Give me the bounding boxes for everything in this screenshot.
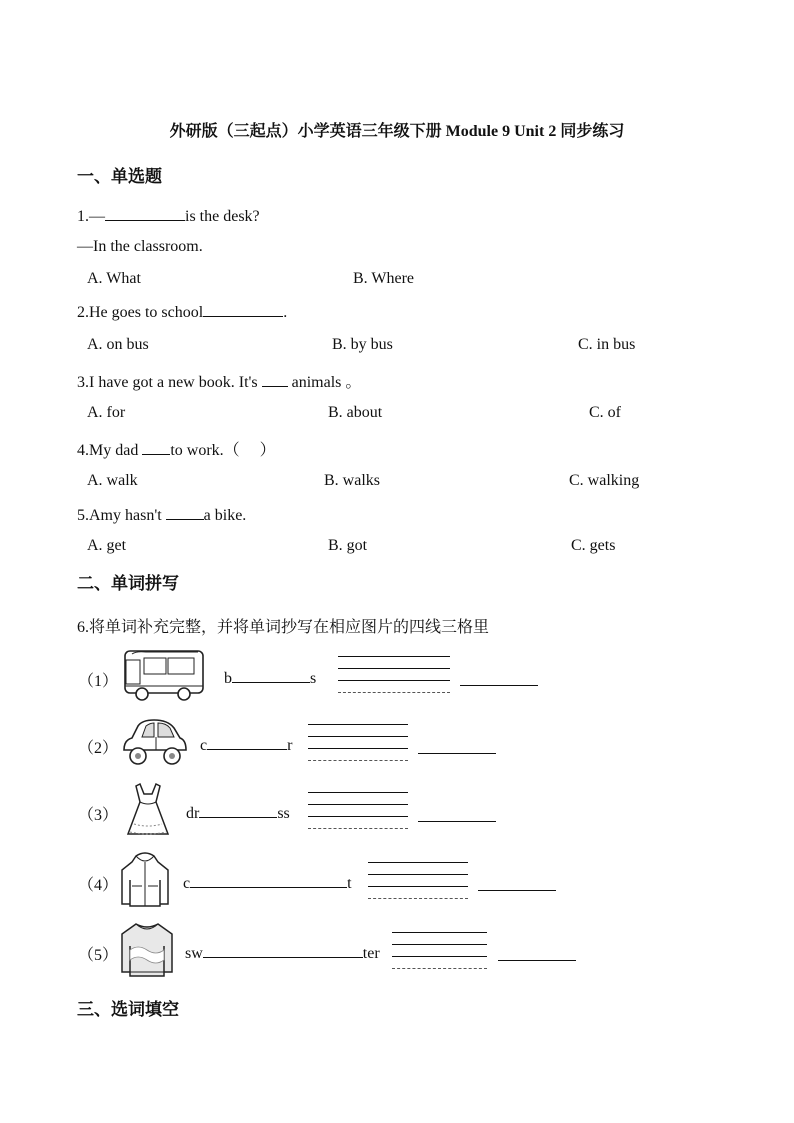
q5-suffix: a bike. <box>203 507 247 524</box>
q3-prefix: 3.I have got a new book. It's <box>77 374 262 391</box>
q3-option-b[interactable]: B. about <box>328 404 383 421</box>
item-3-blank[interactable] <box>199 803 277 818</box>
spelling-item-5-number: （5） <box>78 947 119 964</box>
q5-option-a[interactable]: A. get <box>87 537 127 554</box>
item-1-answer-line[interactable] <box>460 685 538 686</box>
q2-prefix: 2.He goes to school <box>77 304 204 321</box>
item-3-end: ss <box>277 805 290 822</box>
question-5 <box>77 505 246 525</box>
question-3 <box>77 369 361 392</box>
coat-icon <box>118 850 172 910</box>
spelling-item-5-word <box>185 943 380 963</box>
q5-blank[interactable] <box>166 505 204 520</box>
item-4-four-lines[interactable] <box>368 862 468 900</box>
question-2 <box>77 302 287 322</box>
q1-option-b[interactable]: B. Where <box>353 270 415 287</box>
section-heading-2: 二、单词拼写 <box>77 574 179 593</box>
item-1-end: s <box>310 670 317 687</box>
item-2-blank[interactable] <box>207 735 287 750</box>
q3-blank[interactable] <box>262 372 288 387</box>
spelling-item-3-word <box>186 803 290 823</box>
item-2-end: r <box>287 737 293 754</box>
spelling-item-1-word <box>224 668 316 688</box>
q3-option-c[interactable]: C. of <box>589 404 621 421</box>
spelling-item-2-word <box>200 735 292 755</box>
spelling-instruction: 6.将单词补充完整，并将单词抄写在相应图片的四线三格里 <box>77 619 490 636</box>
q1-blank[interactable] <box>105 206 185 221</box>
q2-suffix: . <box>283 304 288 321</box>
item-2-four-lines[interactable] <box>308 724 408 762</box>
dress-icon <box>120 780 176 840</box>
q4-suffix: to work.（ ） <box>170 442 276 459</box>
spelling-item-4-word <box>183 873 352 893</box>
item-4-answer-line[interactable] <box>478 890 556 891</box>
spelling-item-2-number: （2） <box>78 740 119 757</box>
spelling-item-3-number: （3） <box>78 807 119 824</box>
section-heading-3: 三、选词填空 <box>77 1000 179 1019</box>
item-1-blank[interactable] <box>232 668 310 683</box>
q4-option-c[interactable]: C. walking <box>569 472 640 489</box>
item-1-start: b <box>224 670 232 687</box>
car-icon <box>120 716 190 768</box>
question-1 <box>77 206 260 226</box>
q1-option-a[interactable]: A. What <box>87 270 141 287</box>
q2-blank[interactable] <box>203 302 283 317</box>
q3-option-a[interactable]: A. for <box>87 404 126 421</box>
item-3-answer-line[interactable] <box>418 821 496 822</box>
q4-blank[interactable] <box>142 440 170 455</box>
item-5-blank[interactable] <box>203 943 363 958</box>
question-4 <box>77 437 276 460</box>
page-title: 外研版（三起点）小学英语三年级下册 Module 9 Unit 2 同步练习 <box>169 123 625 140</box>
item-4-start: c <box>183 875 191 892</box>
q2-option-c[interactable]: C. in bus <box>578 336 636 353</box>
item-3-four-lines[interactable] <box>308 792 408 830</box>
item-1-four-lines[interactable] <box>338 656 450 694</box>
item-2-start: c <box>200 737 208 754</box>
item-5-start: sw <box>185 945 203 962</box>
q4-option-a[interactable]: A. walk <box>87 472 138 489</box>
spelling-item-4-number: （4） <box>78 877 119 894</box>
item-4-blank[interactable] <box>190 873 347 888</box>
q3-suffix: animals 。 <box>287 374 362 391</box>
q5-option-c[interactable]: C. gets <box>571 537 616 554</box>
q2-option-b[interactable]: B. by bus <box>332 336 393 353</box>
q2-option-a[interactable]: A. on bus <box>87 336 149 353</box>
q5-option-b[interactable]: B. got <box>328 537 368 554</box>
item-4-end: t <box>347 875 352 892</box>
q1-prefix: 1.— <box>77 208 105 225</box>
q4-prefix: 4.My dad <box>77 442 143 459</box>
sweater-icon <box>118 920 176 980</box>
item-5-four-lines[interactable] <box>392 932 487 970</box>
item-5-answer-line[interactable] <box>498 960 576 961</box>
bus-icon <box>122 646 206 702</box>
item-5-end: ter <box>362 945 380 962</box>
section-heading-1: 一、单选题 <box>77 167 162 186</box>
spelling-item-1-number: （1） <box>78 673 119 690</box>
q5-prefix: 5.Amy hasn't <box>77 507 166 524</box>
q4-option-b[interactable]: B. walks <box>324 472 380 489</box>
q1-answer-line: —In the classroom. <box>77 238 203 255</box>
item-3-start: dr <box>186 805 200 822</box>
item-2-answer-line[interactable] <box>418 753 496 754</box>
q1-suffix: is the desk? <box>185 208 260 225</box>
